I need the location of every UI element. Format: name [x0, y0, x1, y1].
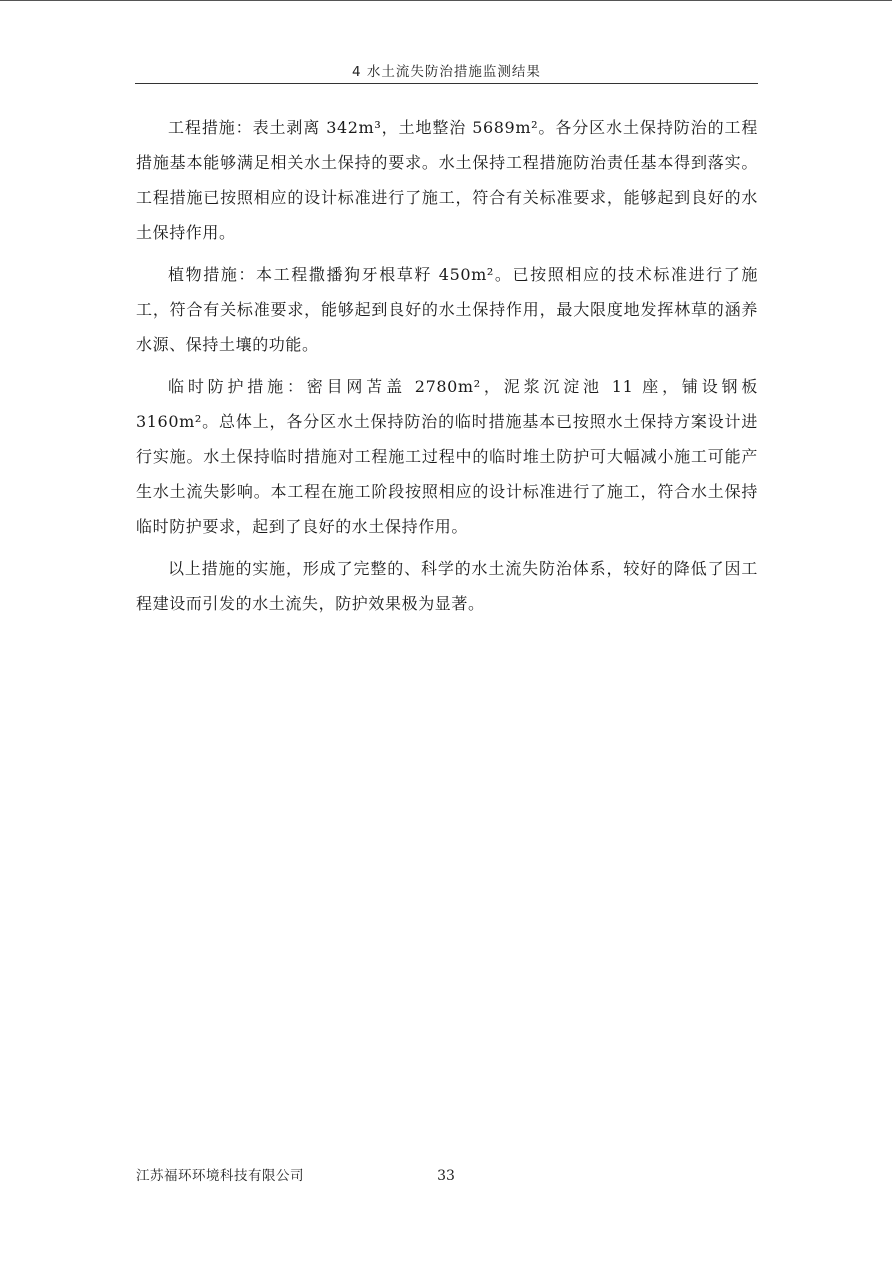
page-number: 33	[437, 1168, 455, 1184]
paragraph-engineering-measures: 工程措施：表土剥离 342m³，土地整治 5689m²。各分区水土保持防治的工程措施基本能够满足相关水土保持的要求。水土保持工程措施防治责任基本得到落实。工程措施已按照相应的设计标准进行了施工，符合有关标准要求，能够起到良好的水土保持作用。	[136, 118, 758, 242]
running-header: 4 水土流失防治措施监测结果	[352, 64, 541, 80]
page-top-border	[0, 0, 892, 1]
paragraph-conclusion: 以上措施的实施，形成了完整的、科学的水土流失防治体系，较好的降低了因工程建设而引发的水土流失，防护效果极为显著。	[136, 559, 758, 613]
paragraph-temporary-measures: 临时防护措施：密目网苫盖 2780m²，泥浆沉淀池 11 座，铺设钢板 3160m²。总体上，各分区水土保持防治的临时措施基本已按照水土保持方案设计进行实施。水土保持临时措施对工程施工过程中的临时堆土防护可大幅减小施工可能产生水土流失影响。本工程在施工阶段按照相应的设计标准进行了施工，符合水土保持临时防护要求，起到了良好的水土保持作用。	[136, 377, 758, 536]
footer-company-name: 江苏福环环境科技有限公司	[136, 1168, 304, 1184]
paragraph-plant-measures: 植物措施：本工程撒播狗牙根草籽 450m²。已按照相应的技术标准进行了施工，符合有关标准要求，能够起到良好的水土保持作用，最大限度地发挥林草的涵养水源、保持土壤的功能。	[136, 265, 758, 354]
header-rule	[135, 83, 758, 84]
document-body	[136, 110, 758, 628]
